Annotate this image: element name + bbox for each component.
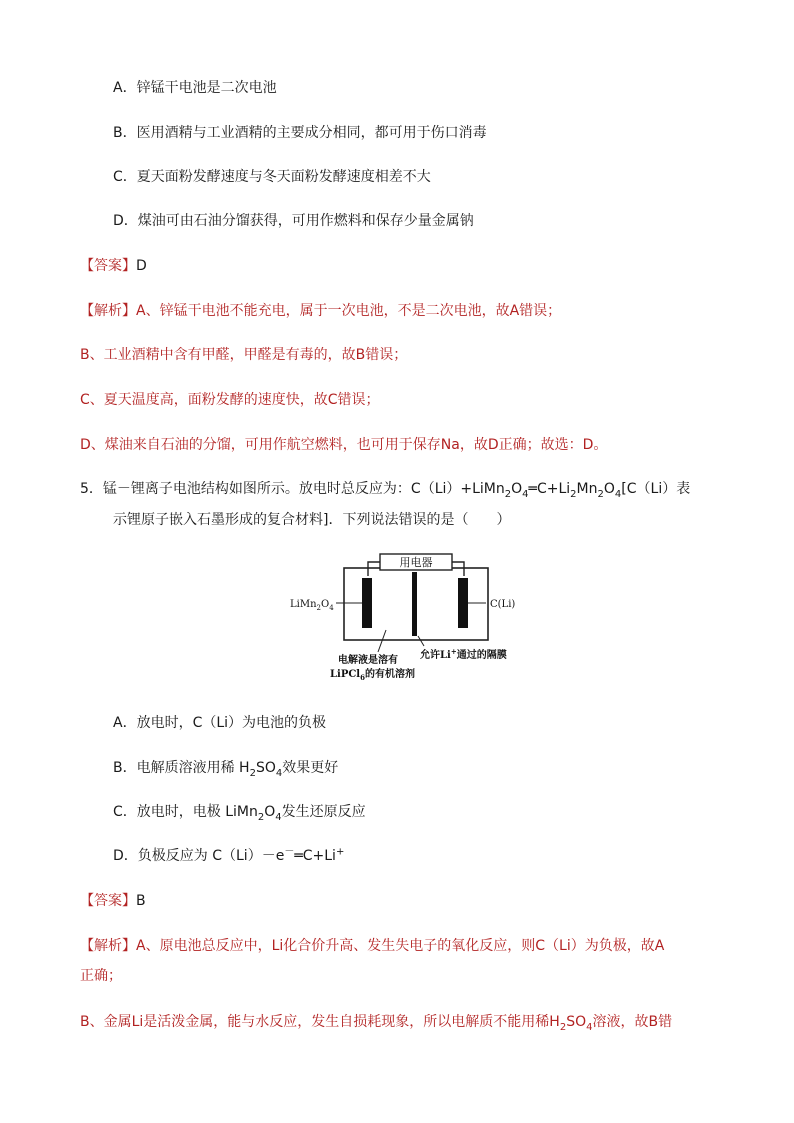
membrane-pointer bbox=[418, 636, 424, 646]
subscript: 4 bbox=[275, 811, 282, 823]
q4-answer bbox=[80, 256, 147, 276]
left-electrode-label: $LiMn_2O_4$ bbox=[290, 599, 334, 612]
analysis-text: B、金属Li是活泼金属，能与水反应，发生自损耗现象，所以电解质不能用稀H bbox=[80, 1014, 560, 1030]
analysis-label: 【解析】 bbox=[80, 303, 136, 319]
q5-stem-text: O bbox=[511, 481, 523, 497]
subscript: 4 bbox=[522, 488, 529, 500]
option-text: O bbox=[264, 804, 276, 820]
wire-left bbox=[368, 562, 380, 576]
option-text: 效果更好 bbox=[282, 760, 339, 776]
analysis-text: SO bbox=[566, 1014, 587, 1030]
subscript: 4 bbox=[275, 767, 283, 779]
battery-diagram-svg bbox=[286, 550, 526, 690]
q4-option-c: C．夏天面粉发酵速度与冬天面粉发酵速度相差不大 bbox=[113, 169, 431, 185]
option-text: 发生还原反应 bbox=[281, 804, 366, 820]
answer-value: B bbox=[136, 893, 146, 909]
subscript: 4 bbox=[614, 488, 622, 500]
membrane-label: 允许Li+通过的隔膜 bbox=[420, 647, 507, 661]
subscript: 2 bbox=[257, 811, 265, 823]
q4-analysis-line-1 bbox=[80, 301, 561, 321]
q5-stem-line-2: 示锂原子嵌入石墨形成的复合材料]．下列说法错误的是（ ） bbox=[113, 512, 511, 528]
option-text: B．电解质溶液用稀 H bbox=[113, 760, 250, 776]
separator-membrane bbox=[412, 572, 417, 636]
q5-stem-text: 锰－锂离子电池结构如图所示。放电时总反应为：C（Li）+LiMn bbox=[102, 481, 505, 497]
electrolyte-label-1: 电解液是溶有 bbox=[338, 655, 398, 666]
option-text: ═C+Li bbox=[294, 848, 336, 864]
analysis-text: A、锌锰干电池不能充电，属于一次电池，不是二次电池，故A错误； bbox=[136, 303, 562, 319]
answer-label: 【答案】 bbox=[80, 893, 136, 909]
subscript: 2 bbox=[597, 488, 604, 500]
analysis-text: 溶液，故B错 bbox=[592, 1014, 673, 1030]
q4-option-a: A．锌锰干电池是二次电池 bbox=[113, 80, 277, 96]
subscript: 2 bbox=[504, 488, 512, 500]
q5-stem-text: Mn bbox=[576, 481, 598, 497]
q4-option-d: D．煤油可由石油分馏获得，可用作燃料和保存少量金属钠 bbox=[113, 213, 474, 229]
superscript: + bbox=[335, 846, 345, 858]
analysis-label: 【解析】 bbox=[80, 938, 136, 954]
q5-option-c bbox=[113, 802, 366, 822]
option-text: C．放电时，电极 LiMn bbox=[113, 804, 258, 820]
answer-value: D bbox=[136, 258, 147, 274]
superscript: － bbox=[284, 846, 295, 858]
battery-diagram bbox=[286, 550, 526, 690]
answer-label: 【答案】 bbox=[80, 258, 136, 274]
q5-stem-text: ═C+Li bbox=[528, 481, 571, 497]
q5-analysis-line-1 bbox=[80, 936, 664, 956]
q5-option-b bbox=[113, 758, 338, 778]
q4-analysis-line-2: B、工业酒精中含有甲醛，甲醛是有毒的，故B错误； bbox=[80, 347, 408, 363]
q5-stem-line-1 bbox=[80, 479, 690, 499]
q5-stem-text: O bbox=[603, 481, 615, 497]
q5-analysis-line-2: 正确； bbox=[80, 968, 122, 984]
subscript: 2 bbox=[570, 488, 577, 500]
q5-option-a: A．放电时，C（Li）为电池的负极 bbox=[113, 715, 327, 731]
wire-right bbox=[452, 562, 464, 576]
left-electrode bbox=[362, 578, 372, 628]
q5-option-d bbox=[113, 846, 344, 866]
analysis-text: A、原电池总反应中，Li化合价升高、发生失电子的氧化反应，则C（Li）为负极，故A bbox=[136, 938, 665, 954]
right-electrode-label: C(Li) bbox=[490, 599, 516, 610]
q4-analysis-line-3: C、夏天温度高，面粉发酵的速度快，故C错误； bbox=[80, 392, 380, 408]
q5-number: 5． bbox=[80, 481, 103, 497]
electrolyte-label-2: LiPCl$_6$的有机溶剂 bbox=[330, 669, 415, 682]
q4-analysis-line-4: D、煤油来自石油的分馏，可用作航空燃料，也可用于保存Na，故D正确；故选：D。 bbox=[80, 437, 608, 453]
q4-option-b: B．医用酒精与工业酒精的主要成分相同，都可用于伤口消毒 bbox=[113, 125, 487, 141]
subscript: 2 bbox=[559, 1021, 567, 1033]
subscript: 4 bbox=[586, 1021, 593, 1033]
right-electrode bbox=[458, 578, 468, 628]
device-label: 用电器 bbox=[399, 556, 433, 569]
electrolyte-pointer bbox=[378, 630, 386, 652]
option-text: SO bbox=[255, 760, 276, 776]
option-text: D．负极反应为 C（Li）－e bbox=[113, 848, 285, 864]
q5-analysis-line-3 bbox=[80, 1012, 672, 1032]
q5-answer bbox=[80, 891, 146, 911]
subscript: 2 bbox=[249, 767, 256, 779]
q5-stem-text: [C（Li）表 bbox=[621, 481, 691, 497]
